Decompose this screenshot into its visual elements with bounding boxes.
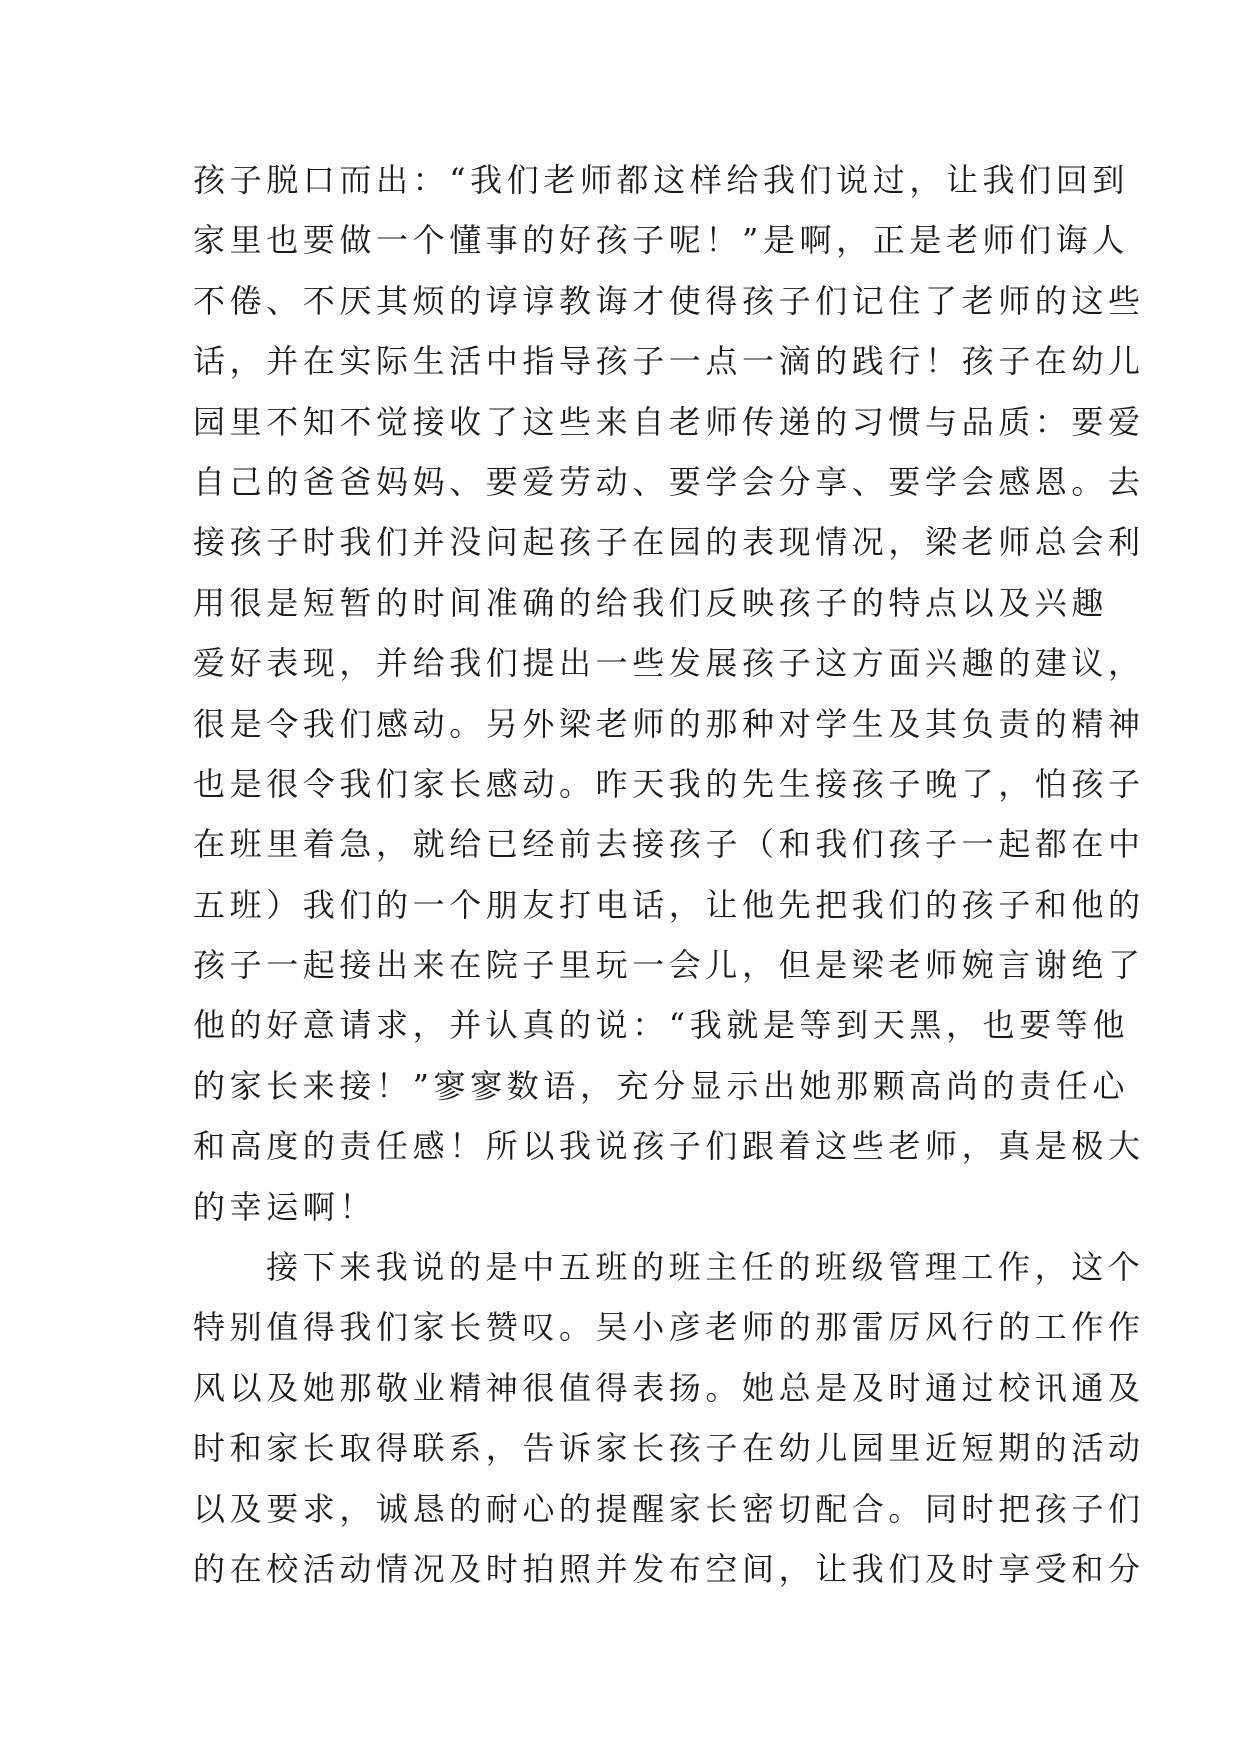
text-line: 五班）我们的一个朋友打电话，让他先把我们的孩子和他的 bbox=[193, 885, 1145, 924]
text-line: 时和家长取得联系，告诉家长孩子在幼儿园里近短期的活动 bbox=[193, 1429, 1145, 1468]
text-line: 和高度的责任感！所以我说孩子们跟着这些老师，真是极大 bbox=[193, 1127, 1145, 1166]
text-line: 孩子一起接出来在院子里玩一会儿，但是梁老师婉言谢绝了 bbox=[193, 946, 1145, 985]
text-line: 的家长来接！”寥寥数语，充分显示出她那颗高尚的责任心 bbox=[193, 1066, 1129, 1105]
text-line: 园里不知不觉接收了这些来自老师传递的习惯与品质：要爱 bbox=[193, 402, 1145, 441]
text-line: 家里也要做一个懂事的好孩子呢！”是啊，正是老师们诲人 bbox=[193, 221, 1129, 260]
text-line: 他的好意请求，并认真的说：“我就是等到天黑，也要等他 bbox=[193, 1006, 1129, 1045]
text-line: 自己的爸爸妈妈、要爱劳动、要学会分享、要学会感恩。去 bbox=[193, 462, 1145, 501]
text-line: 以及要求，诚恳的耐心的提醒家长密切配合。同时把孩子们 bbox=[193, 1489, 1145, 1528]
text-line: 的在校活动情况及时拍照并发布空间，让我们及时享受和分 bbox=[193, 1549, 1145, 1588]
text-line: 在班里着急，就给已经前去接孩子（和我们孩子一起都在中 bbox=[193, 825, 1145, 864]
text-line: 孩子脱口而出：“我们老师都这样给我们说过，让我们回到 bbox=[193, 161, 1129, 199]
text-line: 风以及她那敬业精神很值得表扬。她总是及时通过校讯通及 bbox=[193, 1368, 1145, 1407]
text-line: 也是很令我们家长感动。昨天我的先生接孩子晚了，怕孩子 bbox=[193, 764, 1145, 803]
paragraph-start-line: 接下来我说的是中五班的班主任的班级管理工作，这个 bbox=[266, 1248, 1145, 1287]
text-line: 很是令我们感动。另外梁老师的那种对学生及其负责的精神 bbox=[193, 704, 1145, 743]
text-line: 的幸运啊！ bbox=[193, 1187, 377, 1226]
body-text bbox=[193, 150, 1145, 1599]
text-line: 爱好表现，并给我们提出一些发展孩子这方面兴趣的建议， bbox=[193, 644, 1145, 683]
text-line: 话，并在实际生活中指导孩子一点一滴的践行！孩子在幼儿 bbox=[193, 342, 1145, 381]
text-line: 特别值得我们家长赞叹。吴小彦老师的那雷厉风行的工作作 bbox=[193, 1308, 1145, 1347]
text-line: 用很是短暂的时间准确的给我们反映孩子的特点以及兴趣 bbox=[193, 583, 1109, 622]
text-line: 不倦、不厌其烦的谆谆教诲才使得孩子们记住了老师的这些 bbox=[193, 281, 1145, 320]
text-line: 接孩子时我们并没问起孩子在园的表现情况，梁老师总会利 bbox=[193, 523, 1145, 562]
